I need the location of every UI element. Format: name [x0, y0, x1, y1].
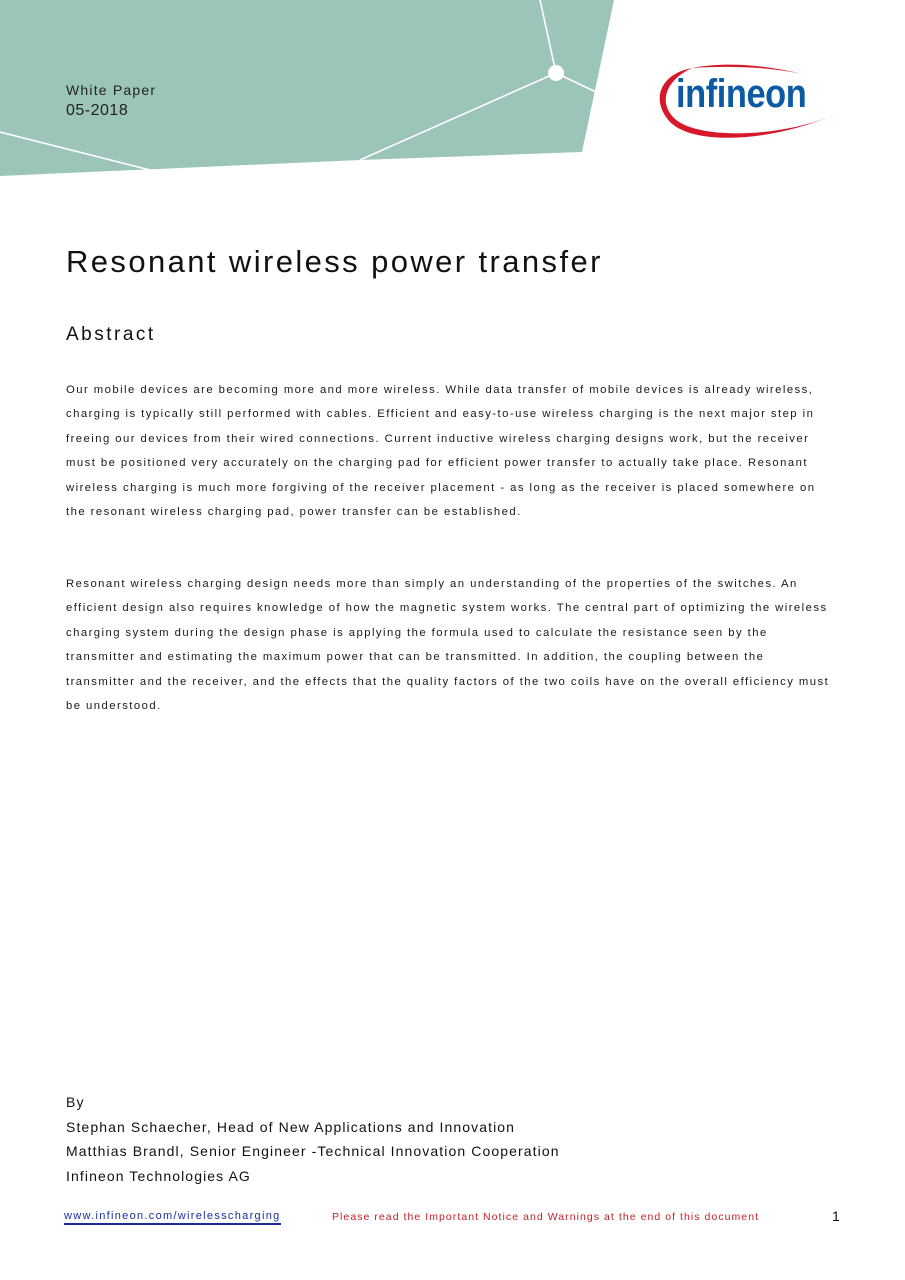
author-company: Infineon Technologies AG	[66, 1167, 251, 1184]
authors-block	[66, 1090, 560, 1188]
by-label: By	[66, 1094, 85, 1110]
logo-wordmark: infineon	[676, 72, 807, 116]
infineon-logo[interactable]	[652, 60, 840, 144]
document-type: White Paper	[66, 82, 157, 98]
page-footer	[64, 1208, 844, 1228]
page-number: 1	[832, 1208, 840, 1224]
abstract-paragraph-2: Resonant wireless charging design needs more than simply an understanding of the properties of the switches. An efficient design also requires knowledge of how the magnetic system works. The central part of optimizing the wireless charging system during the design phase is applying the formula used to calculate the resistance seen by the transmitter and estimating the maximum power that can be transmitted. In addition, the coupling between the transmitter and the receiver, and the effects that the quality factors of the two coils have on the overall efficiency must be understood.	[66, 578, 830, 713]
document-date: 05-2018	[66, 102, 129, 119]
abstract-paragraph-1: Our mobile devices are becoming more and more wireless. While data transfer of mobile devices is already wireless, charging is typically still performed with cables. Efficient and easy-to-use wireless charging is the next major step in freeing our devices from their wired connections. Current inductive wireless charging designs work, but the receiver must be positioned very accurately on the charging pad for efficient power transfer to actually take place. Resonant wireless charging is much more forgiving of the receiver placement - as long as the receiver is placed somewhere on the resonant wireless charging pad, power transfer can be established.	[66, 384, 816, 519]
author-line-1: Stephan Schaecher, Head of New Applications and Innovation	[66, 1118, 516, 1135]
website-link[interactable]: www.infineon.com/wirelesscharging	[64, 1210, 281, 1225]
important-notice: Please read the Important Notice and Warnings at the end of this document	[332, 1211, 760, 1223]
author-line-2: Matthias Brandl, Senior Engineer -Technical Innovation Cooperation	[66, 1143, 560, 1160]
network-node	[548, 65, 564, 81]
abstract-heading: Abstract	[66, 324, 156, 345]
page-title: Resonant wireless power transfer	[66, 244, 603, 279]
